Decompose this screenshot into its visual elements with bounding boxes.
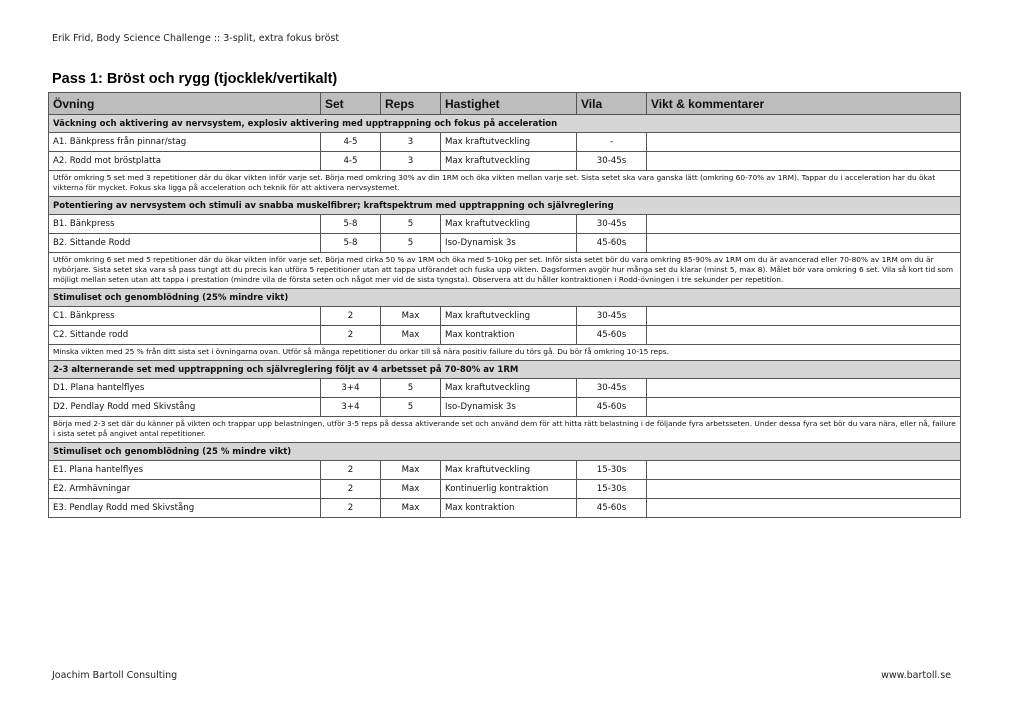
exercise-cell: D2. Pendlay Rodd med Skivstång xyxy=(49,398,321,417)
section-heading: Väckning och aktivering av nervsystem, explosiv aktivering med upptrappning och fokus på acceleration xyxy=(49,115,961,133)
rest-cell: 30-45s xyxy=(577,307,647,326)
exercise-cell: E2. Armhävningar xyxy=(49,480,321,499)
comment-cell xyxy=(647,133,961,152)
section-heading-row xyxy=(49,115,961,133)
exercise-cell: A2. Rodd mot bröstplatta xyxy=(49,152,321,171)
instruction-note: Utför omkring 5 set med 3 repetitioner där du ökar vikten inför varje set. Börja med omkring 30% av din 1RM och öka vikten mellan varje set. Sista setet ska vara ganska lätt (omkring 60-70% av 1RM). Tappar du i acceleration har du ökat vikterna för mycket. Fokus ska ligga på acceleration och teknik för att aktivera nervsystemet. xyxy=(49,171,961,197)
section-heading-row xyxy=(49,443,961,461)
reps-cell: Max xyxy=(381,499,441,518)
table-row xyxy=(49,480,961,499)
speed-cell: Max kraftutveckling xyxy=(441,461,577,480)
column-header-exercise: Övning xyxy=(49,93,321,115)
instruction-note-row xyxy=(49,253,961,289)
reps-cell: Max xyxy=(381,326,441,345)
exercise-cell: C2. Sittande rodd xyxy=(49,326,321,345)
set-cell: 2 xyxy=(321,461,381,480)
column-header-speed: Hastighet xyxy=(441,93,577,115)
rest-cell: 30-45s xyxy=(577,152,647,171)
table-row xyxy=(49,499,961,518)
speed-cell: Iso-Dynamisk 3s xyxy=(441,234,577,253)
reps-cell: 3 xyxy=(381,133,441,152)
exercise-cell: E1. Plana hantelflyes xyxy=(49,461,321,480)
table-row xyxy=(49,133,961,152)
page-title: Pass 1: Bröst och rygg (tjocklek/vertikalt) xyxy=(52,71,338,87)
column-header-rest: Vila xyxy=(577,93,647,115)
reps-cell: 5 xyxy=(381,379,441,398)
table-row xyxy=(49,215,961,234)
speed-cell: Max kraftutveckling xyxy=(441,307,577,326)
comment-cell xyxy=(647,499,961,518)
table-row xyxy=(49,152,961,171)
speed-cell: Iso-Dynamisk 3s xyxy=(441,398,577,417)
speed-cell: Max kraftutveckling xyxy=(441,133,577,152)
section-heading-row xyxy=(49,289,961,307)
table-body xyxy=(49,115,961,518)
reps-cell: Max xyxy=(381,461,441,480)
section-heading-row xyxy=(49,361,961,379)
reps-cell: 5 xyxy=(381,215,441,234)
set-cell: 3+4 xyxy=(321,398,381,417)
comment-cell xyxy=(647,234,961,253)
section-heading: 2-3 alternerande set med upptrappning och självreglering följt av 4 arbetsset på 70-80% av 1RM xyxy=(49,361,961,379)
comment-cell xyxy=(647,307,961,326)
set-cell: 2 xyxy=(321,480,381,499)
set-cell: 5-8 xyxy=(321,234,381,253)
speed-cell: Max kraftutveckling xyxy=(441,215,577,234)
reps-cell: Max xyxy=(381,307,441,326)
comment-cell xyxy=(647,461,961,480)
set-cell: 3+4 xyxy=(321,379,381,398)
reps-cell: Max xyxy=(381,480,441,499)
set-cell: 4-5 xyxy=(321,152,381,171)
instruction-note: Utför omkring 6 set med 5 repetitioner där du ökar vikten inför varje set. Börja med cirka 50 % av 1RM och öka med 5-10kg per set. Inför sista setet bör du vara omkring 85-90% av 1RM om du är avancerad eller 70-80% av 1RM om du är nybörjare. Sista setet ska vara så pass tungt att du precis kan utföra 5 repetitioner utan att tappa utförandet och fuska upp vikten. Dagsformen avgör hur många set du klarar (minst 5, max 8). Målet bör vara omkring 6 set. Vila så kort tid som möjligt mellan seten utan att tappa i prestation (mindre vila de första seten och något mer vid de sista tyngsta). Observera att du håller kontraktionen i Rodd-övningen i tre sekunder per repetition. xyxy=(49,253,961,289)
column-header-set: Set xyxy=(321,93,381,115)
rest-cell: 45-60s xyxy=(577,499,647,518)
exercise-cell: A1. Bänkpress från pinnar/stag xyxy=(49,133,321,152)
comment-cell xyxy=(647,215,961,234)
set-cell: 2 xyxy=(321,499,381,518)
column-header-comments: Vikt & kommentarer xyxy=(647,93,961,115)
rest-cell: - xyxy=(577,133,647,152)
training-table xyxy=(48,92,961,518)
set-cell: 4-5 xyxy=(321,133,381,152)
reps-cell: 5 xyxy=(381,398,441,417)
footer-company: Joachim Bartoll Consulting xyxy=(52,670,178,681)
instruction-note-row xyxy=(49,345,961,361)
section-heading: Potentiering av nervsystem och stimuli av snabba muskelfibrer; kraftspektrum med upptrappning och självreglering xyxy=(49,197,961,215)
speed-cell: Max kraftutveckling xyxy=(441,152,577,171)
instruction-note: Börja med 2-3 set där du känner på vikten och trappar upp belastningen, utför 3-5 reps på dessa aktiverande set och använd dem för att hitta rätt belastning i de följande fyra arbetsseten. Under dessa fyra set bör du vara nära, eller nå, failure i sista setet på angivet antal repetitioner. xyxy=(49,417,961,443)
rest-cell: 45-60s xyxy=(577,326,647,345)
section-heading: Stimuliset och genomblödning (25% mindre vikt) xyxy=(49,289,961,307)
rest-cell: 15-30s xyxy=(577,461,647,480)
reps-cell: 5 xyxy=(381,234,441,253)
table-row xyxy=(49,307,961,326)
rest-cell: 45-60s xyxy=(577,234,647,253)
comment-cell xyxy=(647,326,961,345)
comment-cell xyxy=(647,152,961,171)
rest-cell: 45-60s xyxy=(577,398,647,417)
comment-cell xyxy=(647,480,961,499)
set-cell: 2 xyxy=(321,307,381,326)
rest-cell: 30-45s xyxy=(577,215,647,234)
speed-cell: Max kraftutveckling xyxy=(441,379,577,398)
rest-cell: 30-45s xyxy=(577,379,647,398)
table-row xyxy=(49,398,961,417)
exercise-cell: C1. Bänkpress xyxy=(49,307,321,326)
set-cell: 5-8 xyxy=(321,215,381,234)
exercise-cell: E3. Pendlay Rodd med Skivstång xyxy=(49,499,321,518)
column-header-reps: Reps xyxy=(381,93,441,115)
table-row xyxy=(49,326,961,345)
table-row xyxy=(49,379,961,398)
table-row xyxy=(49,461,961,480)
comment-cell xyxy=(647,398,961,417)
table-row xyxy=(49,234,961,253)
reps-cell: 3 xyxy=(381,152,441,171)
document-header: Erik Frid, Body Science Challenge :: 3-split, extra fokus bröst xyxy=(52,33,340,44)
speed-cell: Max kontraktion xyxy=(441,326,577,345)
speed-cell: Kontinuerlig kontraktion xyxy=(441,480,577,499)
section-heading-row xyxy=(49,197,961,215)
footer-website: www.bartoll.se xyxy=(881,670,951,681)
exercise-cell: D1. Plana hantelflyes xyxy=(49,379,321,398)
table-header-row xyxy=(49,93,961,115)
section-heading: Stimuliset och genomblödning (25 % mindre vikt) xyxy=(49,443,961,461)
instruction-note: Minska vikten med 25 % från ditt sista set i övningarna ovan. Utför så många repetitioner du orkar till så nära positiv failure du törs gå. Du bör få omkring 10-15 reps. xyxy=(49,345,961,361)
exercise-cell: B1. Bänkpress xyxy=(49,215,321,234)
rest-cell: 15-30s xyxy=(577,480,647,499)
set-cell: 2 xyxy=(321,326,381,345)
speed-cell: Max kontraktion xyxy=(441,499,577,518)
instruction-note-row xyxy=(49,417,961,443)
instruction-note-row xyxy=(49,171,961,197)
exercise-cell: B2. Sittande Rodd xyxy=(49,234,321,253)
comment-cell xyxy=(647,379,961,398)
